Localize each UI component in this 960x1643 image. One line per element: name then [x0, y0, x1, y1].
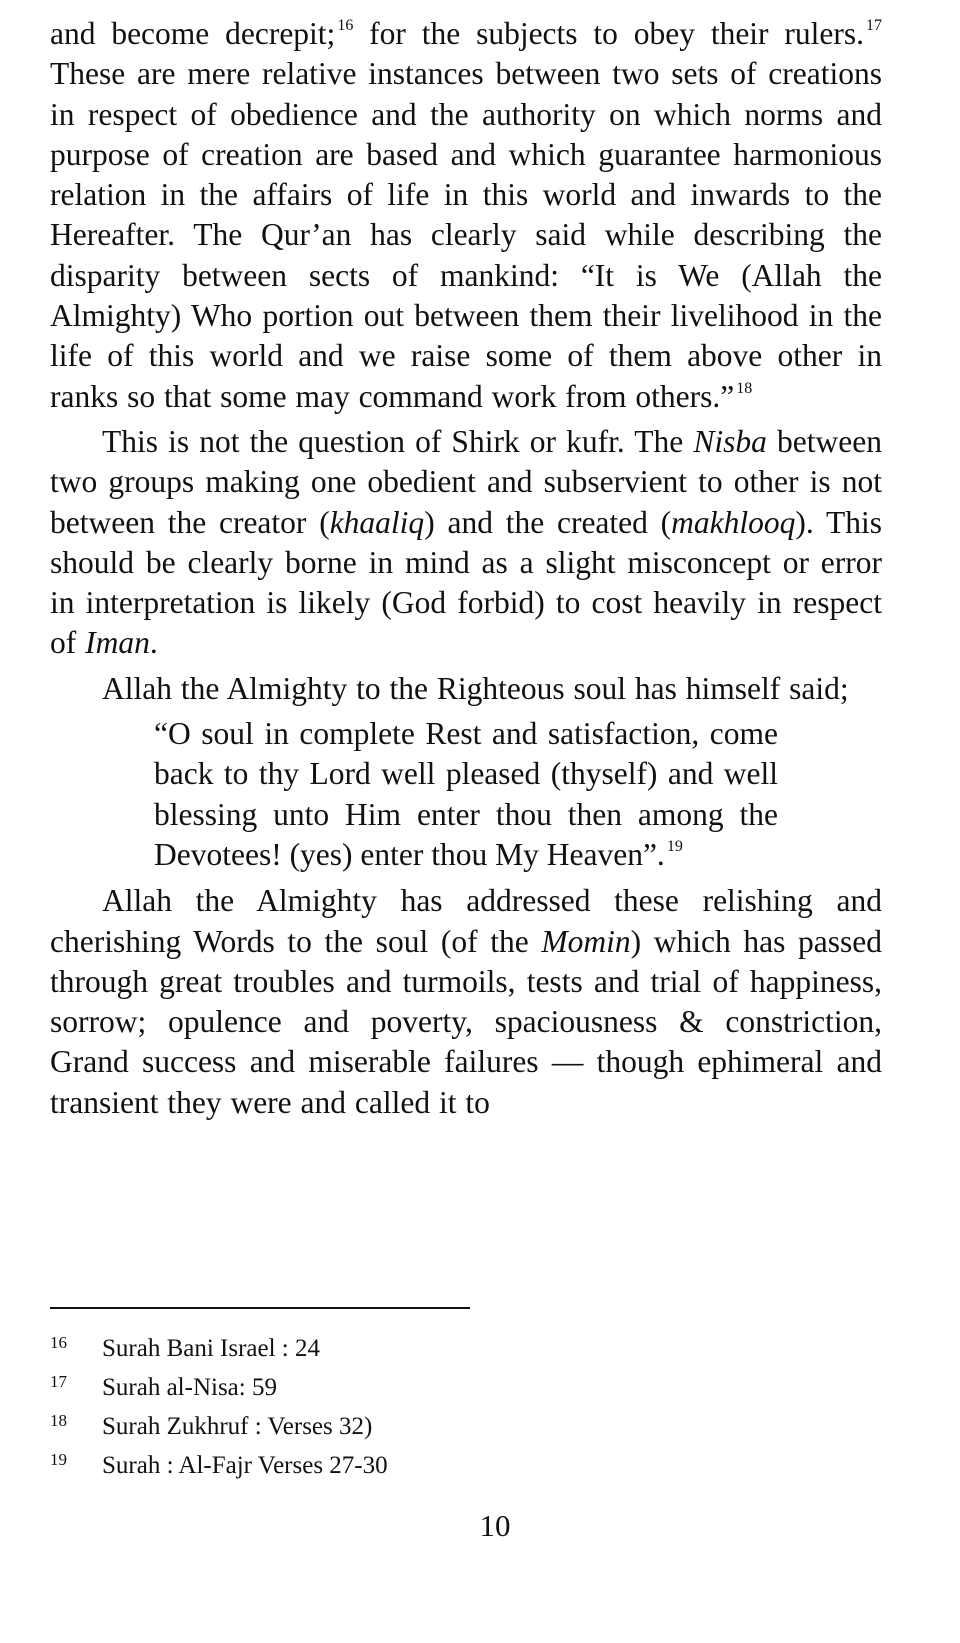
- p2-text-2: between two groups making one obedient and subservient to other is not between the creator (: [50, 423, 882, 540]
- footnote-number: 19: [50, 1450, 67, 1469]
- p1-text-2: for the subjects to obey their rulers.: [353, 16, 864, 51]
- p1-text-1: and become decrepit;: [50, 16, 336, 51]
- footnote-text: Surah Zukhruf : Verses 32): [102, 1413, 373, 1440]
- p2-text-4: ). This should be clearly borne in mind as a slight misconcept or error in interpretation is likely (God forbid) to cost heavily in respect of: [50, 504, 882, 661]
- page-number: 10: [479, 1508, 511, 1543]
- quote-text: “O soul in complete Rest and satisfaction, come back to thy Lord well pleased (thyself) and well blessing unto Him enter thou then among the Devotees! (yes) enter thou My Heaven”.: [154, 716, 778, 872]
- term-makhlooq: makhlooq: [671, 504, 796, 540]
- footnote-19: [50, 1447, 650, 1486]
- term-momin: Momin: [541, 923, 631, 959]
- footnote-17: [50, 1369, 650, 1408]
- footnotes: [50, 1330, 650, 1486]
- p4-text-2: ) which has passed through great troubles and turmoils, tests and trial of happiness, sorrow; opulence and poverty, spaciousness & constriction, Grand success and miserable failures — though ephimeral and transient they were and called it to: [50, 923, 882, 1120]
- p1-text-3: These are mere relative instances between two sets of creations in respect of obedience and the authority on which norms and purpose of creation are based and which guarantee harmonious relation in the affairs of life in this world and inwards to the Hereafter. The Qur’an has clearly said while describing the disparity between sects of mankind: “It is We (Allah the Almighty) Who portion out between them their livelihood in the life of this world and we raise some of them above other in ranks so that some may command work from others.”: [50, 56, 882, 414]
- footnote-18: [50, 1408, 650, 1447]
- paragraph-4: [50, 881, 882, 1123]
- p2-text-3: ) and the created (: [424, 504, 672, 540]
- p2-text-5: .: [149, 625, 158, 661]
- term-iman: Iman: [85, 625, 150, 661]
- footnote-ref-16[interactable]: 16: [337, 17, 354, 34]
- footnote-ref-18[interactable]: 18: [736, 379, 753, 397]
- footnote-divider: [50, 1307, 470, 1309]
- footnote-text: Surah : Al-Fajr Verses 27-30: [102, 1452, 388, 1479]
- footnote-text: Surah Bani Israel : 24: [102, 1335, 321, 1362]
- term-khaaliq: khaaliq: [329, 504, 425, 540]
- footnote-ref-17[interactable]: 17: [866, 17, 882, 34]
- footnote-16: [50, 1330, 650, 1369]
- p3-text-1: Allah the Almighty to the Righteous soul has himself said;: [102, 670, 849, 706]
- page-body: [50, 14, 882, 1123]
- footnote-number: 18: [50, 1411, 67, 1430]
- paragraph-1: [50, 14, 882, 417]
- paragraph-3: [50, 669, 882, 709]
- footnote-number: 17: [50, 1372, 67, 1391]
- term-nisba: Nisba: [693, 423, 767, 459]
- paragraph-2: [50, 422, 882, 664]
- block-quote: [154, 714, 778, 875]
- footnote-ref-19[interactable]: 19: [666, 837, 683, 855]
- footnote-text: Surah al-Nisa: 59: [102, 1374, 277, 1401]
- footnote-number: 16: [50, 1333, 67, 1352]
- p4-text-1: Allah the Almighty has addressed these relishing and cherishing Words to the soul (of the: [50, 883, 882, 959]
- p2-text-1: This is not the question of Shirk or kufr. The: [102, 423, 694, 459]
